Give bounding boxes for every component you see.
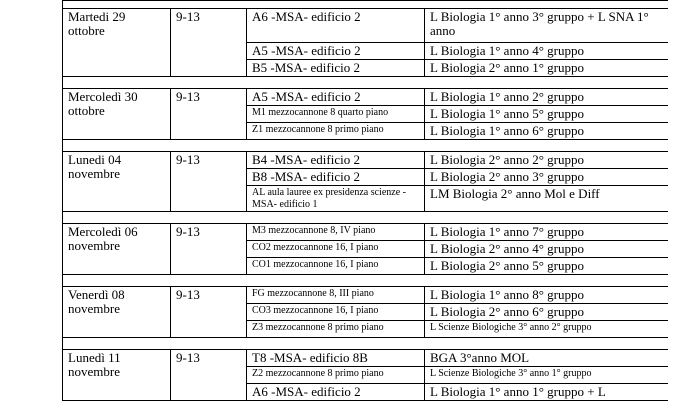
spacer-cell	[63, 1, 669, 9]
spacer-row	[63, 77, 669, 89]
course-cell: L Biologia 2° anno 2° gruppo	[425, 152, 669, 169]
time-cell: 9-13	[171, 224, 247, 275]
course-cell: L Biologia 1° anno 1° gruppo + L	[425, 384, 669, 401]
course-cell: L Scienze Biologiche 3° anno 2° gruppo	[425, 321, 669, 338]
day-cell: Lunedi 04 novembre	[63, 152, 171, 212]
room-cell: CO2 mezzocannone 16, I piano	[247, 241, 425, 258]
day-cell: Venerdì 08 novembre	[63, 287, 171, 338]
room-cell: A5 -MSA- edificio 2	[247, 89, 425, 106]
course-cell: L Scienze Biologiche 3° anno 1° gruppo	[425, 367, 669, 384]
time-cell: 9-13	[171, 152, 247, 212]
day-cell: Mercoledì 06 novembre	[63, 224, 171, 275]
spacer-row	[63, 275, 669, 287]
spacer-cell	[63, 275, 669, 287]
schedule-row	[63, 9, 669, 43]
time-cell: 9-13	[171, 9, 247, 77]
schedule-page	[62, 0, 668, 420]
time-cell: 9-13	[171, 287, 247, 338]
schedule-row	[63, 287, 669, 304]
spacer-cell	[63, 212, 669, 224]
schedule-row	[63, 89, 669, 106]
course-cell: L Biologia 1° anno 4° gruppo	[425, 43, 669, 60]
schedule-row	[63, 350, 669, 367]
course-cell: L Biologia 1° anno 5° gruppo	[425, 106, 669, 123]
day-cell: Lunedì 11 novembre	[63, 350, 171, 401]
course-cell: L Biologia 2° anno 3° gruppo	[425, 169, 669, 186]
course-cell: L Biologia 1° anno 7° gruppo	[425, 224, 669, 241]
room-cell: M3 mezzocannone 8, IV piano	[247, 224, 425, 241]
room-cell: Z2 mezzocannone 8 primo piano	[247, 367, 425, 384]
room-cell: AL aula lauree ex presidenza scienze - MSA- edificio 1	[247, 186, 425, 212]
course-cell: L Biologia 1° anno 6° gruppo	[425, 123, 669, 140]
course-cell: L Biologia 2° anno 6° gruppo	[425, 304, 669, 321]
room-cell: CO1 mezzocannone 16, I piano	[247, 258, 425, 275]
schedule-row	[63, 152, 669, 169]
room-cell: A5 -MSA- edificio 2	[247, 43, 425, 60]
course-cell: L Biologia 2° anno 1° gruppo	[425, 60, 669, 77]
course-cell: BGA 3°anno MOL	[425, 350, 669, 367]
room-cell: Z3 mezzocannone 8 primo piano	[247, 321, 425, 338]
course-cell: LM Biologia 2° anno Mol e Diff	[425, 186, 669, 212]
room-cell: FG mezzocannone 8, III piano	[247, 287, 425, 304]
schedule-row	[63, 224, 669, 241]
course-cell: L Biologia 1° anno 2° gruppo	[425, 89, 669, 106]
time-cell: 9-13	[171, 350, 247, 401]
room-cell: B5 -MSA- edificio 2	[247, 60, 425, 77]
schedule-table	[62, 0, 668, 401]
room-cell: CO3 mezzocannone 16, I piano	[247, 304, 425, 321]
day-cell: Martedi 29 ottobre	[63, 9, 171, 77]
spacer-row	[63, 1, 669, 9]
room-cell: B8 -MSA- edificio 2	[247, 169, 425, 186]
spacer-cell	[63, 77, 669, 89]
room-cell: A6 -MSA- edificio 2	[247, 384, 425, 401]
room-cell: M1 mezzocannone 8 quarto piano	[247, 106, 425, 123]
course-cell: L Biologia 2° anno 4° gruppo	[425, 241, 669, 258]
spacer-row	[63, 338, 669, 350]
spacer-cell	[63, 338, 669, 350]
room-cell: T8 -MSA- edificio 8B	[247, 350, 425, 367]
course-cell: L Biologia 2° anno 5° gruppo	[425, 258, 669, 275]
room-cell: A6 -MSA- edificio 2	[247, 9, 425, 43]
spacer-row	[63, 140, 669, 152]
course-cell: L Biologia 1° anno 3° gruppo + L SNA 1° anno	[425, 9, 669, 43]
day-cell: Mercoledì 30 ottobre	[63, 89, 171, 140]
course-cell: L Biologia 1° anno 8° gruppo	[425, 287, 669, 304]
room-cell: B4 -MSA- edificio 2	[247, 152, 425, 169]
spacer-row	[63, 212, 669, 224]
spacer-cell	[63, 140, 669, 152]
room-cell: Z1 mezzocannone 8 primo piano	[247, 123, 425, 140]
time-cell: 9-13	[171, 89, 247, 140]
